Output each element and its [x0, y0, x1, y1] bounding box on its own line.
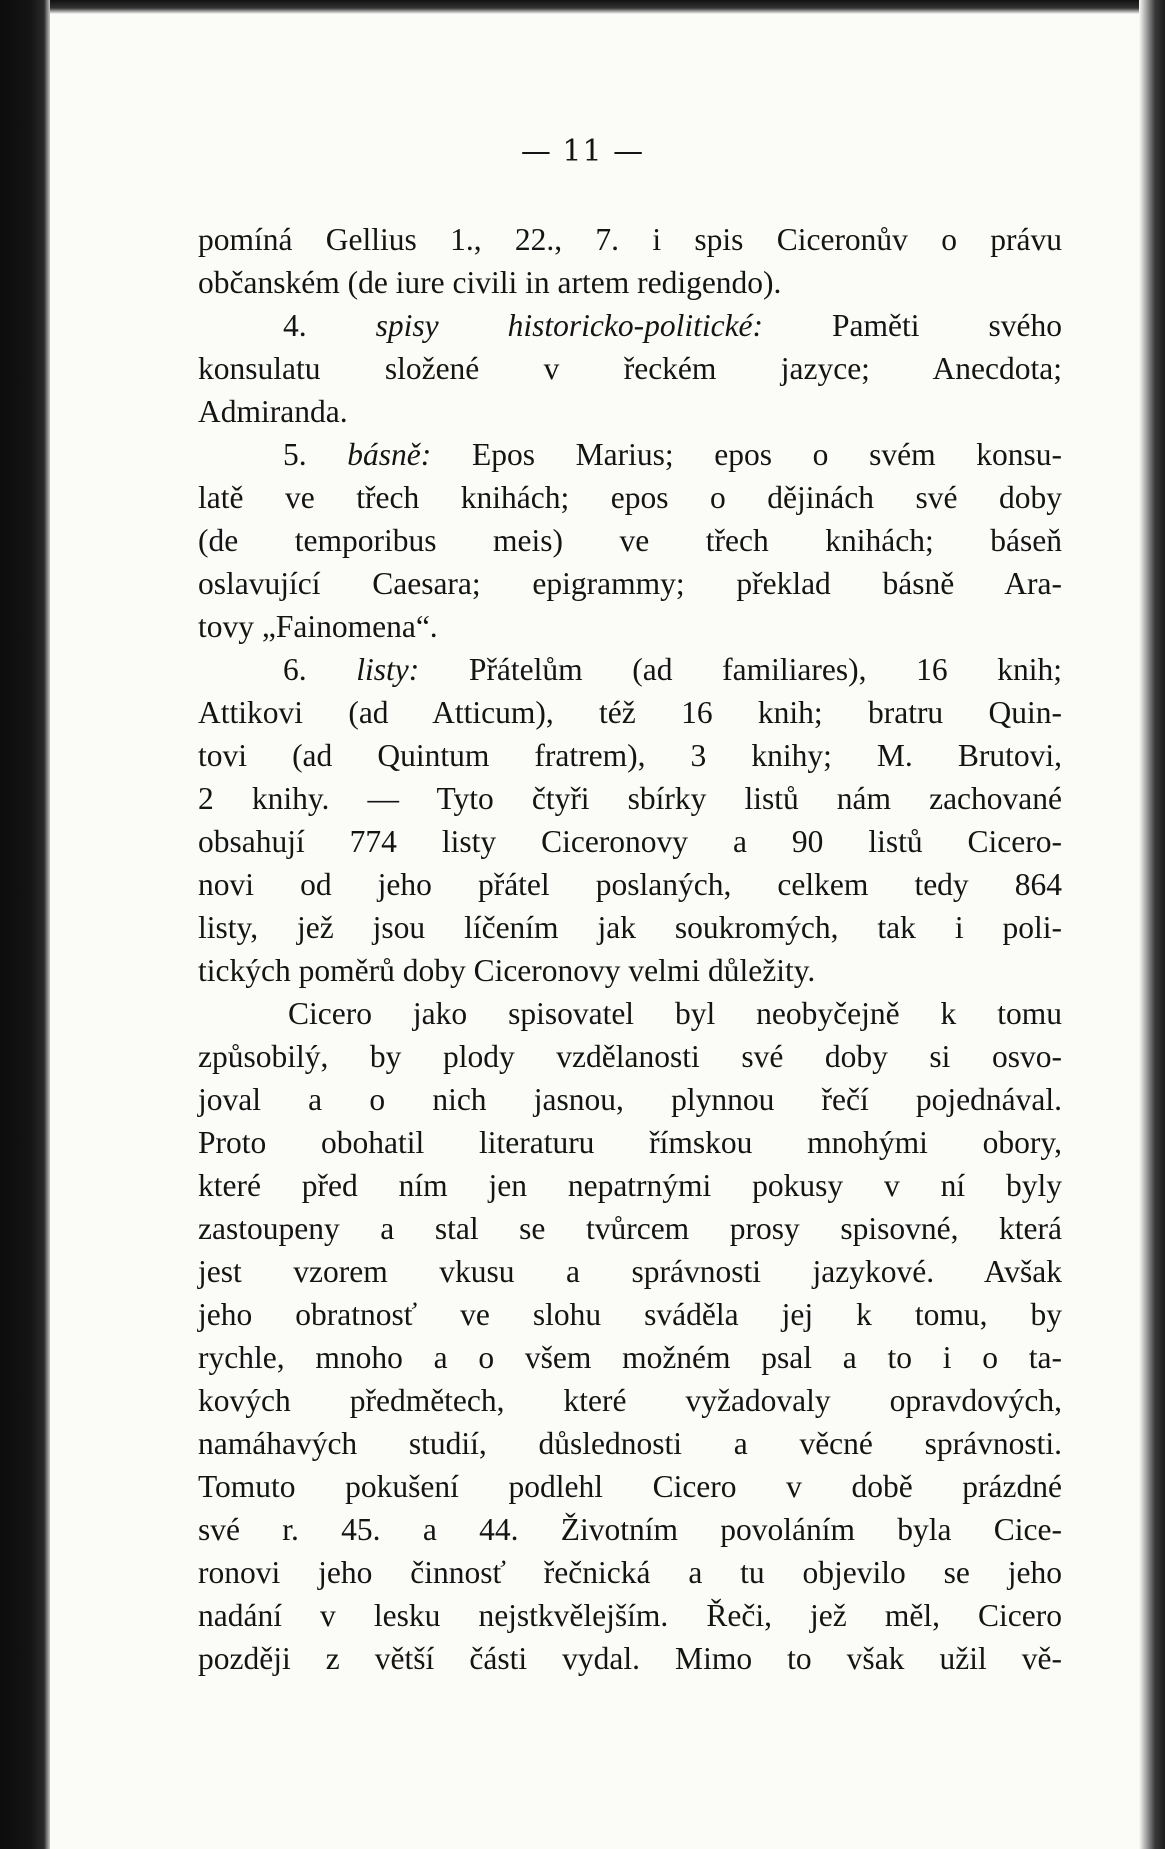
text-line: své r. 45. a 44. Životním povoláním byla Cice- — [198, 1512, 1062, 1547]
text-line: tických poměrů doby Ciceronovy velmi důležity. — [198, 953, 816, 988]
scan-right-edge — [1139, 0, 1165, 1849]
scan-top-edge — [0, 0, 1165, 14]
scan-left-edge — [0, 0, 50, 1849]
text-line: konsulatu složené v řeckém jazyce; Anecdota; — [198, 351, 1062, 386]
italic-term: spisy historicko-politické: — [375, 308, 764, 343]
text-line: pomíná Gellius 1., 22., 7. i spis Ciceronův o právu — [198, 222, 1062, 257]
text-line: obsahují 774 listy Ciceronovy a 90 listů Cicero- — [198, 824, 1062, 859]
text-line: oslavující Caesara; epigrammy; překlad básně Ara- — [198, 566, 1062, 601]
text-line: které před ním jen nepatrnými pokusy v ní byly — [198, 1168, 1062, 1203]
text-line: rychle, mnoho a o všem možném psal a to i o ta- — [198, 1340, 1062, 1375]
body-text — [198, 218, 1062, 1680]
text-line: nadání v lesku nejstkvělejším. Řeči, jež měl, Cicero — [198, 1598, 1062, 1633]
text-line: (de temporibus meis) ve třech knihách; báseň — [198, 523, 1062, 558]
text-line: Attikovi (ad Atticum), též 16 knih; bratru Quin- — [198, 695, 1062, 730]
text-line-item-6 — [198, 648, 1062, 691]
text-line-item-5 — [198, 433, 1062, 476]
text-line: tovi (ad Quintum fratrem), 3 knihy; M. Brutovi, — [198, 738, 1062, 773]
text-line: novi od jeho přátel poslaných, celkem tedy 864 — [198, 867, 1062, 902]
text-line: Tomuto pokušení podlehl Cicero v době prázdné — [198, 1469, 1062, 1504]
text-line: Cicero jako spisovatel byl neobyčejně k tomu — [288, 996, 1062, 1031]
text-line: jeho obratnosť ve slohu sváděla jej k tomu, by — [198, 1297, 1062, 1332]
italic-term: listy: — [356, 652, 420, 687]
page-number: — 11 — — [520, 134, 645, 169]
text-line: listy, jež jsou líčením jak soukromých, tak i poli- — [198, 910, 1062, 945]
italic-term: básně: — [347, 437, 432, 472]
text-line: Admiranda. — [198, 394, 348, 429]
text-line: jest vzorem vkusu a správnosti jazykové. Avšak — [198, 1254, 1062, 1289]
item-number: 6. — [283, 652, 307, 687]
text-line: 2 knihy. — Tyto čtyři sbírky listů nám zachované — [198, 781, 1062, 816]
text-line: kových předmětech, které vyžadovaly opravdových, — [198, 1383, 1062, 1418]
text-line: zastoupeny a stal se tvůrcem prosy spisovné, která — [198, 1211, 1062, 1246]
line-rest: Přátelům (ad familiares), 16 knih; — [419, 652, 1063, 687]
text-line: později z větší části vydal. Mimo to však užil vě- — [198, 1641, 1062, 1676]
text-line: latě ve třech knihách; epos o dějinách své doby — [198, 480, 1062, 515]
text-line: joval a o nich jasnou, plynnou řečí pojednával. — [198, 1082, 1062, 1117]
text-line: namáhavých studií, důslednosti a věcné správnosti. — [198, 1426, 1062, 1461]
line-rest: Epos Marius; epos o svém konsu- — [431, 437, 1062, 472]
item-number: 4. — [283, 308, 307, 343]
text-line: ronovi jeho činnosť řečnická a tu objevilo se jeho — [198, 1555, 1062, 1590]
text-line: tovy „Fainomena“. — [198, 609, 438, 644]
text-line-item-4 — [198, 304, 1062, 347]
text-line: Proto obohatil literaturu římskou mnohými obory, — [198, 1125, 1062, 1160]
text-line: občanském (de iure civili in artem redigendo). — [198, 265, 782, 300]
text-line: způsobilý, by plody vzdělanosti své doby si osvo- — [198, 1039, 1062, 1074]
item-number: 5. — [283, 437, 307, 472]
line-rest: Paměti svého — [763, 308, 1063, 343]
